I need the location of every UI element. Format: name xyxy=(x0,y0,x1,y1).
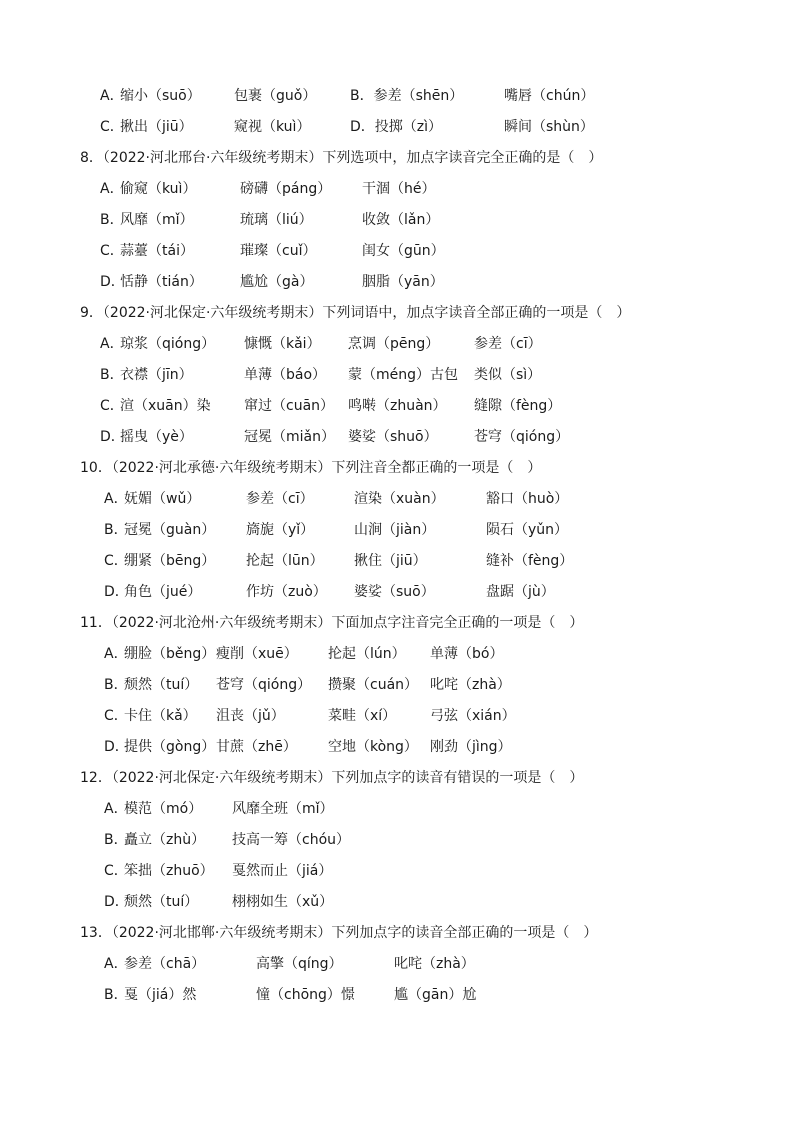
option-item: 蒙（méng）古包 xyxy=(348,367,459,383)
option-item: 冠冕（guàn） xyxy=(124,522,216,538)
option-item: 颓然（tuí） xyxy=(124,894,199,910)
option-item: 苍穹（qióng） xyxy=(474,429,570,445)
option-item: 嘴唇（chún） xyxy=(504,88,595,104)
option-item: 参差（cī） xyxy=(246,491,314,507)
option-label: B． xyxy=(100,367,124,383)
option-item: 烹调（pēng） xyxy=(348,336,440,352)
question-stem: 8．（2022·河北邢台·六年级统考期末）下列选项中，加点字读音完全正确的是（ ） xyxy=(80,150,603,166)
option-label: A． xyxy=(100,336,124,352)
option-item: 山涧（jiàn） xyxy=(354,522,436,538)
option-label: D． xyxy=(104,739,129,755)
option-item: 高擎（qíng） xyxy=(256,956,343,972)
option-item: 窜过（cuān） xyxy=(244,398,335,414)
option-item: 憧（chōng）憬 xyxy=(256,987,355,1003)
option-item: 技高一筹（chóu） xyxy=(232,832,351,848)
option-item: 菜畦（xí） xyxy=(328,708,397,724)
option-label: B． xyxy=(104,987,128,1003)
option-label: B． xyxy=(104,832,128,848)
option-label: D． xyxy=(104,894,129,910)
option-label: D． xyxy=(104,584,129,600)
option-item: 陨石（yǔn） xyxy=(486,522,569,538)
option-item: 甘蔗（zhē） xyxy=(216,739,297,755)
option-label: A． xyxy=(104,491,128,507)
option-item: 戛（jiá）然 xyxy=(124,987,197,1003)
option-item: 颓然（tuí） xyxy=(124,677,199,693)
option-item: 慷慨（kǎi） xyxy=(244,336,321,352)
option-item: 揪出（jiū） xyxy=(120,119,193,135)
question-stem: 9．（2022·河北保定·六年级统考期末）下列词语中，加点字读音全部正确的一项是（ ） xyxy=(80,305,631,321)
option-label: A． xyxy=(104,646,128,662)
question-stem: 10．（2022·河北承德·六年级统考期末）下列注音全都正确的一项是（ ） xyxy=(80,460,542,476)
option-item: 栩栩如生（xǔ） xyxy=(232,894,334,910)
option-item: 作坊（zuò） xyxy=(246,584,327,600)
option-item: 闺女（gūn） xyxy=(362,243,445,259)
option-label: C． xyxy=(100,243,124,259)
option-item: 沮丧（jǔ） xyxy=(216,708,285,724)
option-item: 单薄（bó） xyxy=(430,646,504,662)
option-label: D． xyxy=(100,429,125,445)
question-stem: 13．（2022·河北邯郸·六年级统考期末）下列加点字的读音全部正确的一项是（ ） xyxy=(80,925,598,941)
option-item: 刚劲（jìng） xyxy=(430,739,512,755)
option-item: 琉璃（liú） xyxy=(240,212,313,228)
option-item: 缩小（suō） xyxy=(120,88,201,104)
option-item: 尴尬（gà） xyxy=(240,274,314,290)
question-stem: 11．（2022·河北沧州·六年级统考期末）下面加点字注音完全正确的一项是（ ） xyxy=(80,615,584,631)
option-item: 鸣啭（zhuàn） xyxy=(348,398,447,414)
option-item: 戛然而止（jiá） xyxy=(232,863,333,879)
option-item: 包裹（guǒ） xyxy=(234,88,317,104)
option-label: A． xyxy=(104,801,128,817)
option-item: 类似（sì） xyxy=(474,367,542,383)
option-item: 绷紧（bēng） xyxy=(124,553,216,569)
option-item: 风靡（mǐ） xyxy=(120,212,194,228)
option-item: D．投掷（zì） xyxy=(350,119,443,135)
option-item: 磅礴（páng） xyxy=(240,181,332,197)
option-item: 旖旎（yǐ） xyxy=(246,522,315,538)
option-item: 琼浆（qióng） xyxy=(120,336,216,352)
option-item: 绷脸（běng） xyxy=(124,646,216,662)
option-item: 攒聚（cuán） xyxy=(328,677,419,693)
option-item: 参差（cī） xyxy=(474,336,542,352)
option-item: 干涸（hé） xyxy=(362,181,436,197)
option-item: 空地（kòng） xyxy=(328,739,418,755)
option-label: D． xyxy=(100,274,125,290)
option-item: 瞬间（shùn） xyxy=(504,119,594,135)
option-label: C． xyxy=(104,708,128,724)
option-item: 缝补（fèng） xyxy=(486,553,574,569)
option-label: B． xyxy=(104,677,128,693)
option-item: 蒜薹（tái） xyxy=(120,243,194,259)
option-item: 恬静（tián） xyxy=(120,274,203,290)
option-item: 模范（mó） xyxy=(124,801,203,817)
option-item: 渲（xuān）染 xyxy=(120,398,211,414)
option-item: 抡起（lún） xyxy=(328,646,406,662)
option-item: 矗立（zhù） xyxy=(124,832,206,848)
option-label: A． xyxy=(100,88,124,104)
option-item: 收敛（lǎn） xyxy=(362,212,440,228)
option-item: 妩媚（wǔ） xyxy=(124,491,201,507)
option-item: 弓弦（xián） xyxy=(430,708,516,724)
option-label: C． xyxy=(100,119,124,135)
option-item: 豁口（huò） xyxy=(486,491,569,507)
option-item: 胭脂（yān） xyxy=(362,274,444,290)
option-item: 苍穹（qióng） xyxy=(216,677,312,693)
option-item: 偷窥（kuì） xyxy=(120,181,197,197)
option-item: 衣襟（jīn） xyxy=(120,367,193,383)
option-item: 尴（gān）尬 xyxy=(394,987,477,1003)
option-item: 盘踞（jù） xyxy=(486,584,555,600)
option-item: 揪住（jiū） xyxy=(354,553,427,569)
option-label: A． xyxy=(100,181,124,197)
option-item: 摇曳（yè） xyxy=(120,429,193,445)
option-item: 抡起（lūn） xyxy=(246,553,324,569)
option-item: B．参差（shēn） xyxy=(350,88,464,104)
option-item: 渲染（xuàn） xyxy=(354,491,445,507)
option-label: C． xyxy=(104,863,128,879)
question-stem: 12．（2022·河北保定·六年级统考期末）下列加点字的读音有错误的一项是（ ） xyxy=(80,770,584,786)
option-item: 叱咤（zhà） xyxy=(430,677,511,693)
option-label: B． xyxy=(100,212,124,228)
option-item: 角色（jué） xyxy=(124,584,202,600)
option-item: 单薄（báo） xyxy=(244,367,327,383)
option-item: 参差（chā） xyxy=(124,956,206,972)
option-item: 婆娑（suō） xyxy=(354,584,435,600)
option-item: 叱咤（zhà） xyxy=(394,956,475,972)
option-item: 璀璨（cuǐ） xyxy=(240,243,317,259)
option-item: 卡住（kǎ） xyxy=(124,708,197,724)
option-item: 瘦削（xuē） xyxy=(216,646,298,662)
option-item: 提供（gòng） xyxy=(124,739,216,755)
option-item: 缝隙（fèng） xyxy=(474,398,562,414)
option-label: B． xyxy=(104,522,128,538)
option-item: 婆娑（shuō） xyxy=(348,429,438,445)
option-item: 冠冕（miǎn） xyxy=(244,429,335,445)
option-item: 笨拙（zhuō） xyxy=(124,863,214,879)
option-label: C． xyxy=(100,398,124,414)
option-item: 风靡全班（mǐ） xyxy=(232,801,334,817)
option-item: 窥视（kuì） xyxy=(234,119,311,135)
option-label: A． xyxy=(104,956,128,972)
option-label: C． xyxy=(104,553,128,569)
